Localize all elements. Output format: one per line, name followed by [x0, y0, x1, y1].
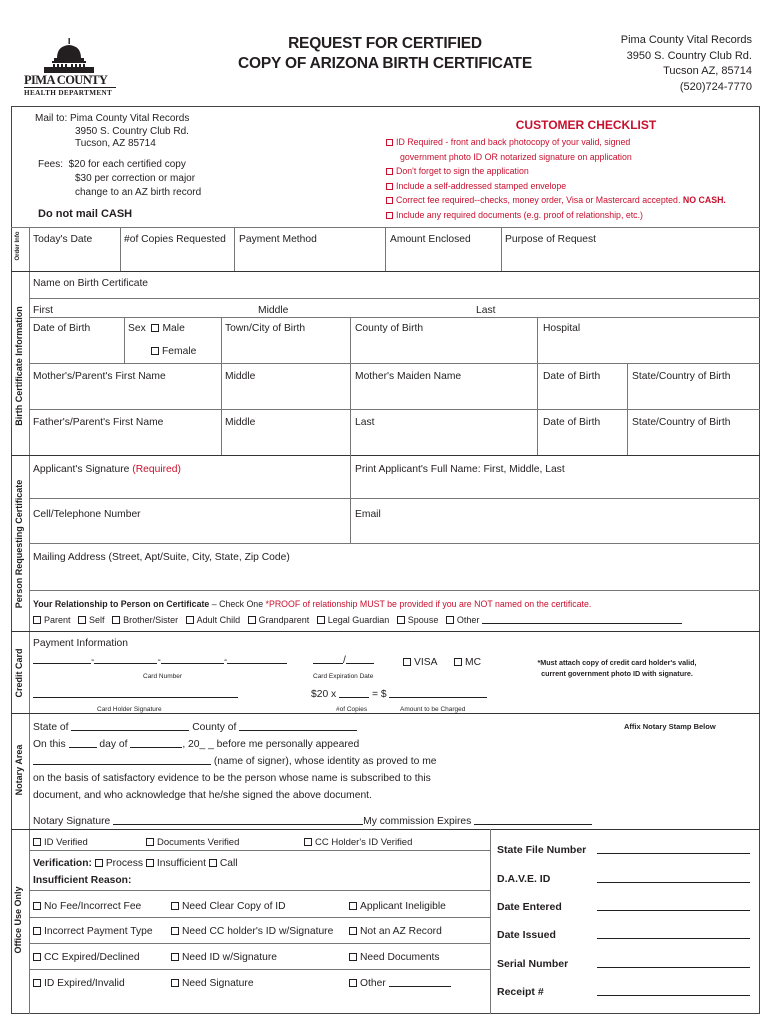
middle-name-field[interactable]: Middle: [258, 305, 289, 316]
section-person-requesting: Person Requesting Certificate: [14, 479, 24, 609]
last-name-field[interactable]: Last: [476, 305, 496, 316]
id-verified-checkbox[interactable]: [33, 838, 41, 846]
first-name-field[interactable]: First: [33, 305, 54, 316]
reason-checkbox[interactable]: [33, 902, 41, 910]
visa-label: VISA: [414, 657, 438, 668]
reason-checkbox[interactable]: [171, 902, 179, 910]
mailing-address-field[interactable]: Mailing Address (Street, Apt/Suite, City, State, Zip Code): [33, 552, 290, 563]
notary-day-input[interactable]: [69, 738, 97, 748]
charge-formula: [311, 688, 487, 701]
date-of-birth-field[interactable]: Date of Birth: [33, 323, 91, 334]
checklist-no-cash: NO CASH.: [682, 195, 726, 205]
copies-input[interactable]: [339, 688, 369, 698]
process-checkbox[interactable]: [95, 859, 103, 867]
fee-2: $30 per correction or major: [75, 173, 196, 184]
relationship-heading: [33, 598, 591, 611]
mail-line-1: Pima County Vital Records: [70, 113, 190, 124]
date-issued-label: Date Issued: [497, 929, 556, 941]
opt-spouse: Spouse: [407, 615, 439, 625]
town-of-birth-field[interactable]: Town/City of Birth: [225, 323, 306, 334]
day-of-label: day of: [99, 739, 128, 750]
checklist-item-fee: Correct fee required--checks, money order, Visa or Mastercard accepted.: [396, 195, 681, 205]
payment-method-field[interactable]: Payment Method: [239, 234, 317, 245]
section-label-divider: [29, 227, 30, 1014]
mc-label: MC: [465, 657, 482, 668]
no-cash-notice: Do not mail CASH: [38, 208, 133, 220]
card-holder-label: Card Holder Signature: [97, 706, 162, 713]
checkbox-icon[interactable]: [386, 139, 393, 146]
reason-id-expired: ID Expired/Invalid: [44, 978, 125, 989]
female-label: Female: [162, 346, 197, 357]
reason-checkbox[interactable]: [33, 979, 41, 987]
checklist-item-envelope: Include a self-addressed stamped envelope: [396, 180, 567, 191]
other-checkbox[interactable]: [446, 616, 454, 624]
reason-need-id: Need ID w/Signature: [182, 952, 278, 963]
opt-guardian: Legal Guardian: [327, 615, 390, 625]
verification-label: Verification:: [33, 858, 92, 869]
address-city: Tucson AZ, 85714: [663, 65, 752, 77]
mc-checkbox[interactable]: [454, 658, 462, 666]
dave-id-input[interactable]: [597, 873, 750, 883]
card-number-input[interactable]: - - -: [33, 654, 287, 667]
fee-per-copy: $20 x: [311, 689, 337, 700]
checklist-item-id-cont: government photo ID OR notarized signature on application: [400, 151, 632, 162]
state-of-label: State of: [33, 722, 69, 733]
notary-basis-text: on the basis of satisfactory evidence to be the person whose name is subscribed to this: [33, 773, 431, 784]
mother-middle-name-field[interactable]: Middle: [225, 371, 256, 382]
insufficient-label: Insufficient: [156, 858, 206, 869]
father-birthplace-field[interactable]: State/Country of Birth: [632, 417, 731, 428]
id-verified-label: ID Verified: [44, 837, 88, 848]
email-field[interactable]: Email: [355, 509, 381, 520]
checkbox-icon[interactable]: [386, 212, 393, 219]
reason-payment-type: Incorrect Payment Type: [44, 926, 153, 937]
guardian-checkbox[interactable]: [317, 616, 325, 624]
call-checkbox[interactable]: [209, 859, 217, 867]
opt-parent: Parent: [44, 615, 71, 625]
checklist-item-sign: Don't forget to sign the application: [396, 166, 529, 176]
amount-enclosed-field[interactable]: Amount Enclosed: [390, 234, 471, 245]
checklist-title: CUSTOMER CHECKLIST: [515, 118, 657, 132]
mother-dob-field[interactable]: Date of Birth: [543, 371, 601, 382]
date-entered-input[interactable]: [597, 901, 750, 911]
checkbox-icon[interactable]: [386, 168, 393, 175]
signer-text: (name of signer), whose identity as proved to me: [213, 756, 437, 767]
copies-label: #of Copies: [336, 706, 368, 713]
mail-line-3: Tucson, AZ 85714: [75, 138, 156, 149]
address-street: 3950 S. Country Club Rd.: [626, 49, 752, 62]
reason-other: Other: [360, 978, 386, 989]
notary-year-text: , 20_ _ before me personally appeared: [182, 739, 360, 750]
cc-verified-checkbox[interactable]: [304, 838, 312, 846]
father-middle-name-field[interactable]: Middle: [225, 417, 256, 428]
page-title: [205, 34, 565, 74]
notary-month-input[interactable]: [130, 738, 182, 748]
verification-row: [33, 857, 238, 870]
hospital-field[interactable]: Hospital: [543, 323, 581, 334]
credit-card-note: [517, 657, 717, 679]
equals-label: = $: [371, 689, 387, 700]
amount-charged-input[interactable]: [389, 688, 487, 698]
reason-checkbox[interactable]: [33, 953, 41, 961]
capitol-dome-icon: [24, 38, 120, 74]
opt-sibling: Brother/Sister: [123, 615, 179, 625]
cc-verified-label: CC Holder's ID Verified: [315, 837, 413, 848]
reason-checkbox[interactable]: [171, 979, 179, 987]
reason-need-signature: Need Signature: [182, 978, 254, 989]
signer-name-input[interactable]: [33, 755, 211, 765]
insufficient-checkbox[interactable]: [146, 859, 154, 867]
checkbox-icon[interactable]: [386, 197, 393, 204]
adult-child-checkbox[interactable]: [186, 616, 194, 624]
name-on-certificate-label: Name on Birth Certificate: [33, 278, 149, 289]
credit-note-1: *Must attach copy of credit card holder's valid,: [537, 658, 697, 667]
checkbox-icon[interactable]: [386, 183, 393, 190]
visa-checkbox[interactable]: [403, 658, 411, 666]
call-label: Call: [219, 858, 238, 869]
reason-checkbox[interactable]: [349, 979, 357, 987]
section-office-use: Office Use Only: [13, 886, 23, 954]
sibling-checkbox[interactable]: [112, 616, 120, 624]
relationship-options: [33, 614, 682, 627]
serial-number-input[interactable]: [597, 958, 750, 968]
receipt-input[interactable]: [597, 986, 750, 996]
reason-checkbox[interactable]: [33, 927, 41, 935]
receipt-label: Receipt #: [497, 986, 544, 998]
reason-not-az: Not an AZ Record: [360, 926, 442, 937]
notary-signature-line: [33, 815, 592, 828]
reason-cc-holder-id: Need CC holder's ID w/Signature: [182, 926, 334, 937]
section-birth-info: Birth Certificate Information: [14, 306, 24, 426]
father-dob-field[interactable]: Date of Birth: [543, 417, 601, 428]
opt-other: Other: [456, 615, 480, 625]
mother-first-name-field[interactable]: Mother's/Parent's First Name: [33, 371, 166, 382]
notary-signature-input[interactable]: [113, 815, 363, 825]
grandparent-checkbox[interactable]: [248, 616, 256, 624]
title-line-1: REQUEST FOR CERTIFIED: [288, 35, 482, 52]
reason-checkbox[interactable]: [349, 927, 357, 935]
dave-id-label: D.A.V.E. ID: [497, 873, 551, 885]
amount-charged-label: Amount to be Charged: [400, 706, 466, 713]
office-address: [621, 33, 752, 95]
customer-checklist: [386, 118, 756, 222]
mother-maiden-name-field[interactable]: Mother's Maiden Name: [355, 371, 462, 382]
mail-to-label: Mail to:: [35, 113, 68, 124]
mail-to-block: [35, 113, 189, 151]
commission-label: My commission Expires: [363, 816, 472, 827]
notary-date-line: [33, 738, 359, 751]
pima-county-logo: [24, 38, 120, 77]
fee-3: change to an AZ birth record: [75, 187, 202, 198]
section-order-info: Order Info: [15, 231, 21, 261]
reason-other-input[interactable]: [389, 977, 451, 987]
opt-self: Self: [89, 615, 105, 625]
copies-requested-field[interactable]: #of Copies Requested: [124, 234, 226, 245]
commission-input[interactable]: [474, 815, 592, 825]
print-full-name-field[interactable]: Print Applicant's Full Name: First, Middle, Last: [355, 464, 565, 475]
reason-need-docs: Need Documents: [360, 952, 440, 963]
insufficient-reason-label: Insufficient Reason:: [33, 875, 132, 886]
spouse-checkbox[interactable]: [397, 616, 405, 624]
notary-signer-line: [33, 755, 437, 768]
process-label: Process: [105, 858, 144, 869]
county-of-label: County of: [192, 722, 237, 733]
notary-signature-label: Notary Signature: [33, 816, 111, 827]
title-line-2: COPY OF ARIZONA BIRTH CERTIFICATE: [238, 55, 532, 72]
todays-date-field[interactable]: Today's Date: [33, 234, 93, 245]
phone-field[interactable]: Cell/Telephone Number: [33, 509, 141, 520]
opt-adult-child: Adult Child: [196, 615, 241, 625]
docs-verified-label: Documents Verified: [157, 837, 240, 848]
fees-block: [38, 158, 201, 200]
section-credit-card: Credit Card: [14, 648, 24, 698]
fee-1: $20 for each certified copy: [68, 159, 186, 170]
expiration-label: Card Expiration Date: [313, 673, 374, 680]
reason-cc-expired: CC Expired/Declined: [44, 952, 140, 963]
reason-no-fee: No Fee/Incorrect Fee: [44, 901, 142, 912]
reason-checkbox[interactable]: [349, 953, 357, 961]
mother-birthplace-field[interactable]: State/Country of Birth: [632, 371, 731, 382]
parent-checkbox[interactable]: [33, 616, 41, 624]
father-first-name-field[interactable]: Father's/Parent's First Name: [33, 417, 164, 428]
applicant-signature-field[interactable]: [33, 463, 181, 476]
reason-clear-id: Need Clear Copy of ID: [182, 901, 286, 912]
notary-state-county: [33, 721, 357, 734]
logo-county-name: PIMA COUNTY: [24, 73, 108, 87]
reason-checkbox[interactable]: [349, 902, 357, 910]
male-checkbox[interactable]: [151, 324, 159, 332]
reason-ineligible: Applicant Ineligible: [360, 901, 446, 912]
date-issued-input[interactable]: [597, 929, 750, 939]
date-entered-label: Date Entered: [497, 901, 562, 913]
notary-document-text: document, and who acknowledge that he/she signed the above document.: [33, 790, 372, 801]
logo-department: HEALTH DEPARTMENT: [24, 89, 113, 97]
card-number-label: Card Number: [143, 673, 183, 680]
address-org: Pima County Vital Records: [620, 34, 752, 46]
checklist-item-docs: Include any required documents (e.g. proof of relationship, etc.): [396, 209, 643, 220]
mail-line-2: 3950 S. Country Club Rd.: [75, 125, 189, 137]
female-checkbox[interactable]: [151, 347, 159, 355]
fees-label: Fees:: [38, 159, 64, 170]
signature-label: Applicant's Signature: [33, 464, 130, 475]
purpose-field[interactable]: Purpose of Request: [505, 234, 597, 245]
reason-checkbox[interactable]: [171, 927, 179, 935]
state-of-input[interactable]: [71, 721, 189, 731]
on-this-label: On this: [33, 739, 66, 750]
state-file-number-input[interactable]: [597, 844, 750, 854]
credit-note-2: current government photo ID with signature.: [541, 669, 693, 678]
father-last-name-field[interactable]: Last: [355, 417, 375, 428]
male-label: Male: [162, 323, 185, 334]
checklist-item-id: ID Required - front and back photocopy of your valid, signed: [396, 137, 631, 147]
other-relationship-input[interactable]: [482, 614, 682, 624]
reason-checkbox[interactable]: [171, 953, 179, 961]
logo-divider: [24, 87, 116, 88]
self-checkbox[interactable]: [78, 616, 86, 624]
payment-info-title: Payment Information: [33, 638, 129, 649]
sex-label: Sex: [128, 323, 146, 334]
docs-verified-checkbox[interactable]: [146, 838, 154, 846]
relationship-check-one: – Check One: [209, 599, 266, 609]
opt-grandparent: Grandparent: [258, 615, 310, 625]
county-of-birth-field[interactable]: County of Birth: [355, 323, 424, 334]
section-notary: Notary Area: [14, 744, 24, 796]
expiration-input[interactable]: /: [313, 654, 374, 667]
state-file-number-label: State File Number: [497, 844, 587, 856]
notary-stamp-label: Affix Notary Stamp Below: [624, 722, 716, 731]
required-label: (Required): [132, 464, 181, 475]
serial-number-label: Serial Number: [497, 958, 569, 970]
relationship-proof-note: *PROOF of relationship MUST be provided if you are NOT named on the certificate.: [265, 599, 592, 609]
card-holder-signature-input[interactable]: [33, 688, 238, 701]
county-of-input[interactable]: [239, 721, 357, 731]
address-phone: (520)724-7770: [679, 80, 752, 93]
relationship-label: Your Relationship to Person on Certificate: [33, 599, 210, 609]
